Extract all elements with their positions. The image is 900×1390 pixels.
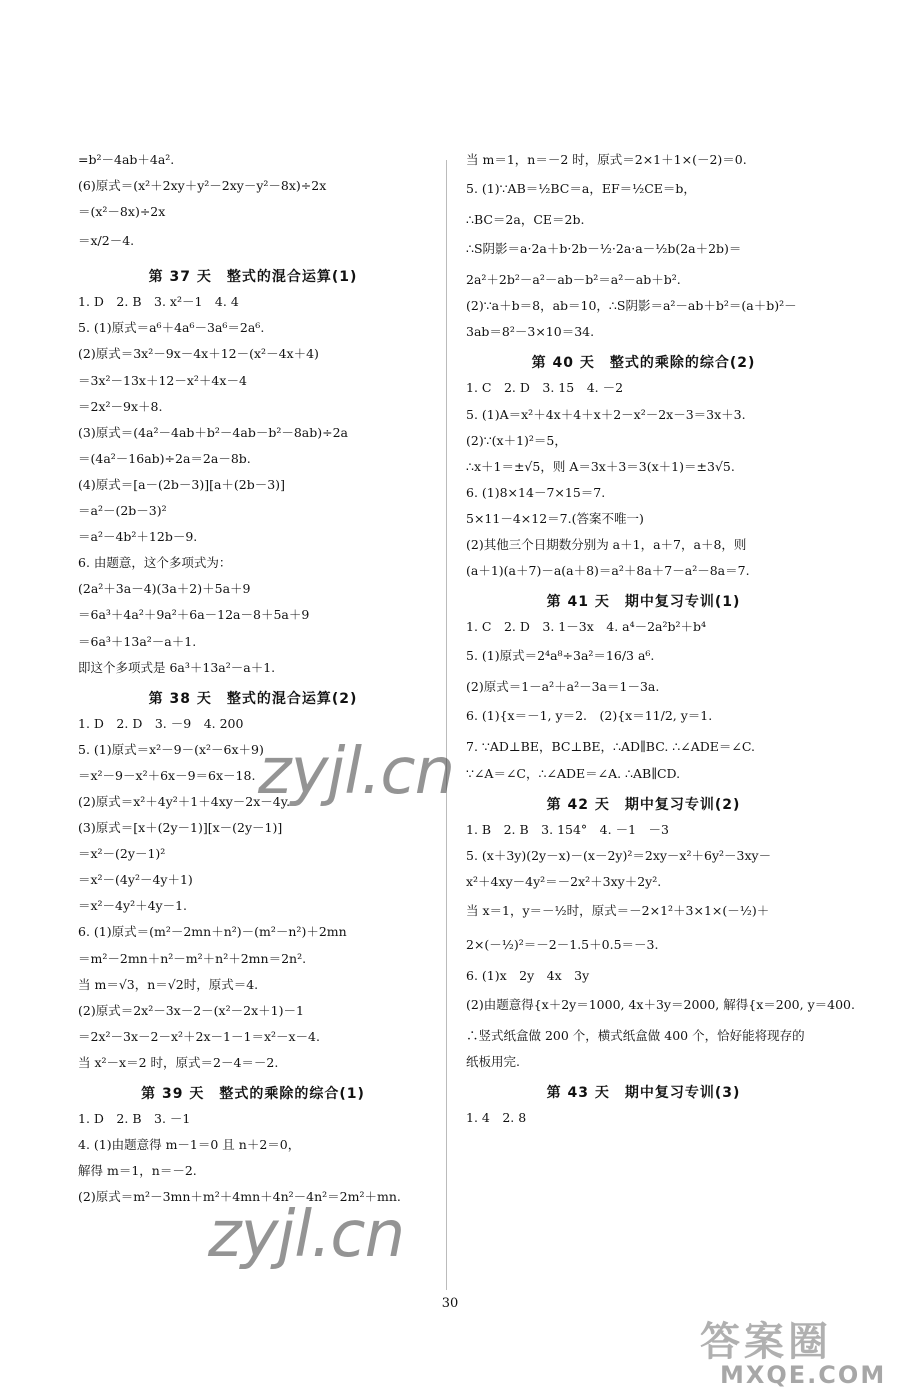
page-number: 30 xyxy=(441,1296,459,1311)
answer-line: ＝3x²－13x＋12－x²＋4x－4 xyxy=(78,372,247,388)
answer-line: 6. (1){x＝－1, y＝2. (2){x＝11/2, y＝1. xyxy=(466,708,713,724)
answer-line: (2)原式＝2x²－3x－2－(x²－2x＋1)－1 xyxy=(78,1002,304,1018)
answer-line: (2)∵a＋b＝8，ab＝10，∴S阴影＝a²－ab＋b²＝(a＋b)²－ xyxy=(466,298,797,314)
section-heading: 第 40 天 整式的乘除的综合(2) xyxy=(531,355,756,372)
answer-line: 当 x＝1，y＝－½时，原式＝－2×1²＋3×1×(－½)＋ xyxy=(466,902,770,918)
answer-line: 1. C 2. D 3. 1－3x 4. a⁴－2a²b²＋b⁴ xyxy=(466,619,707,635)
answer-line: 6. (1)8×14－7×15＝7. xyxy=(466,484,606,500)
answer-line: 5×11－4×12＝7.(答案不唯一) xyxy=(466,510,644,526)
answer-line: 1. D 2. B 3. x²－1 4. 4 xyxy=(78,294,239,310)
answer-line: (2)原式＝1－a²＋a²－3a＝1－3a. xyxy=(466,679,660,695)
column-divider xyxy=(446,160,447,1290)
section-heading: 第 42 天 期中复习专训(2) xyxy=(546,796,741,813)
answer-line: 当 x²－x＝2 时，原式＝2－4＝－2. xyxy=(78,1054,279,1070)
watermark-text: zyjl.cn xyxy=(208,1198,405,1272)
answer-line: 当 m＝√3，n＝√2时，原式＝4. xyxy=(78,976,259,992)
answer-line: 1. C 2. D 3. 15 4. －2 xyxy=(466,380,624,396)
answer-line: (3)原式＝(4a²－4ab＋b²－4ab－b²－8ab)÷2a xyxy=(78,424,349,440)
answer-line: ＝x²－4y²＋4y－1. xyxy=(78,898,188,914)
answer-line: 5. (1)A＝x²＋4x＋4＋x＋2－x²－2x－3＝3x＋3. xyxy=(466,406,746,422)
answer-line: =b²－4ab＋4a². xyxy=(78,152,175,167)
answer-line: ＝6a³＋13a²－a＋1. xyxy=(78,633,197,649)
section-heading: 第 37 天 整式的混合运算(1) xyxy=(148,269,358,286)
answer-line: 4. (1)由题意得 m－1＝0 且 n＋2＝0， xyxy=(78,1137,301,1153)
answer-line: 7. ∵AD⊥BE，BC⊥BE，∴AD∥BC. ∴∠ADE＝∠C. xyxy=(466,739,755,755)
answer-line: (a＋1)(a＋7)－a(a＋8)＝a²＋8a＋7－a²－8a＝7. xyxy=(466,563,750,579)
answer-line: (2)原式＝x²＋4y²＋1＋4xy－2x－4y. xyxy=(78,793,291,809)
answer-line: ＝(x²－8x)÷2x xyxy=(78,204,166,220)
answer-line: ∴竖式纸盒做 200 个，横式纸盒做 400 个，恰好能将现存的 xyxy=(466,1027,805,1043)
answer-line: 即这个多项式是 6a³＋13a²－a＋1. xyxy=(78,659,276,675)
answer-line: ＝x²－(4y²－4y＋1) xyxy=(78,872,193,888)
answer-line: ＝a²－(2b－3)² xyxy=(78,503,167,519)
answer-line: 5. (1)原式＝a⁶＋4a⁶－3a⁶＝2a⁶. xyxy=(78,320,265,336)
answer-line: (2a²＋3a－4)(3a＋2)＋5a＋9 xyxy=(78,581,251,597)
left-column xyxy=(78,150,428,1213)
section-heading: 第 38 天 整式的混合运算(2) xyxy=(148,690,358,707)
answer-line: ＝x²－9－x²＋6x－9＝6x－18. xyxy=(78,767,256,783)
answer-line: ＝2x²－3x－2－x²＋2x－1－1＝x²－x－4. xyxy=(78,1028,320,1044)
answer-line: 解得 m＝1，n＝－2. xyxy=(78,1163,197,1179)
answer-line: (2)原式＝m²－3mn＋m²＋4mn＋4n²－4n²＝2m²＋mn. xyxy=(78,1189,401,1205)
answer-line: 3ab＝8²－3×10＝34. xyxy=(466,324,595,340)
section-heading: 第 43 天 期中复习专训(3) xyxy=(546,1085,741,1102)
answer-line: (3)原式＝[x＋(2y－1)][x－(2y－1)] xyxy=(78,820,283,836)
answer-line: ＝x²－(2y－1)² xyxy=(78,846,166,862)
right-column xyxy=(466,150,855,1134)
answer-line: ＝(4a²－16ab)÷2a＝2a－8b. xyxy=(78,450,251,466)
logo-site: MXQE.COM xyxy=(720,1361,887,1389)
answer-line: 5. (x＋3y)(2y－x)－(x－2y)²＝2xy－x²＋6y²－3xy－ xyxy=(466,847,772,863)
answer-line: (2)其他三个日期数分别为 a＋1，a＋7，a＋8，则 xyxy=(466,537,747,553)
answer-line: ＝m²－2mn＋n²－m²＋n²＋2mn＝2n². xyxy=(78,950,307,966)
answer-line: 2×(－½)²＝－2－1.5＋0.5＝－3. xyxy=(466,936,659,952)
answer-line: ＝2x²－9x＋8. xyxy=(78,398,163,414)
answer-line: 6. (1)原式＝(m²－2mn＋n²)－(m²－n²)＋2mn xyxy=(78,924,347,940)
answer-line: 1. 4 2. 8 xyxy=(466,1110,527,1126)
answer-line: (6)原式＝(x²＋2xy＋y²－2xy－y²－8x)÷2x xyxy=(78,178,327,194)
answer-line: ＝6a³＋4a²＋9a²＋6a－12a－8＋5a＋9 xyxy=(78,607,310,623)
section-heading: 第 41 天 期中复习专训(1) xyxy=(546,594,741,611)
answer-line: 1. D 2. B 3. －1 xyxy=(78,1111,191,1126)
answer-line: (2)∵(x＋1)²＝5， xyxy=(466,432,567,448)
answer-line: 6. 由题意，这个多项式为： xyxy=(78,555,232,571)
answer-line: 纸板用完. xyxy=(466,1054,520,1070)
answer-line: (2)原式＝3x²－9x－4x＋12－(x²－4x＋4) xyxy=(78,346,319,362)
answer-line: ∵∠A＝∠C，∴∠ADE＝∠A. ∴AB∥CD. xyxy=(466,765,681,781)
answer-line: ＝x/2－4. xyxy=(78,233,135,249)
answer-line: 5. (1)∵AB＝½BC＝a，EF＝½CE＝b， xyxy=(466,181,696,197)
answer-line: ∴BC＝2a，CE＝2b. xyxy=(466,212,585,228)
answer-line: ＝a²－4b²＋12b－9. xyxy=(78,529,198,545)
answer-line: 5. (1)原式＝2⁴a⁸÷3a²＝16/3 a⁶. xyxy=(466,648,655,664)
section-heading: 第 39 天 整式的乘除的综合(1) xyxy=(141,1086,365,1102)
answer-line: 当 m＝1，n＝－2 时，原式＝2×1＋1×(－2)＝0. xyxy=(466,152,747,167)
answer-line: (2)由题意得{x＋2y＝1000, 4x＋3y＝2000, 解得{x＝200, y＝400. xyxy=(466,996,855,1012)
site-logo xyxy=(700,1310,890,1389)
watermark-text: zyjl.cn xyxy=(258,735,455,809)
answer-line: 6. (1)x 2y 4x 3y xyxy=(466,967,590,983)
answer-line: 2a²＋2b²－a²－ab－b²＝a²－ab＋b². xyxy=(466,272,681,288)
answer-line: x²＋4xy－4y²＝－2x²＋3xy＋2y². xyxy=(466,873,662,889)
answer-line: ∴S阴影＝a·2a＋b·2b－½·2a·a－½b(2a＋2b)＝ xyxy=(466,241,742,257)
logo-mark: 答案圈 xyxy=(700,1319,832,1365)
answer-line: 5. (1)原式＝x²－9－(x²－6x＋9) xyxy=(78,741,264,757)
answer-line: (4)原式＝[a－(2b－3)][a＋(2b－3)] xyxy=(78,476,285,492)
answer-line: 1. B 2. B 3. 154° 4. －1 －3 xyxy=(466,821,669,837)
answer-line: ∴x＋1＝±√5，则 A＝3x＋3＝3(x＋1)＝±3√5. xyxy=(466,458,735,474)
answer-line: 1. D 2. D 3. －9 4. 200 xyxy=(78,715,244,731)
